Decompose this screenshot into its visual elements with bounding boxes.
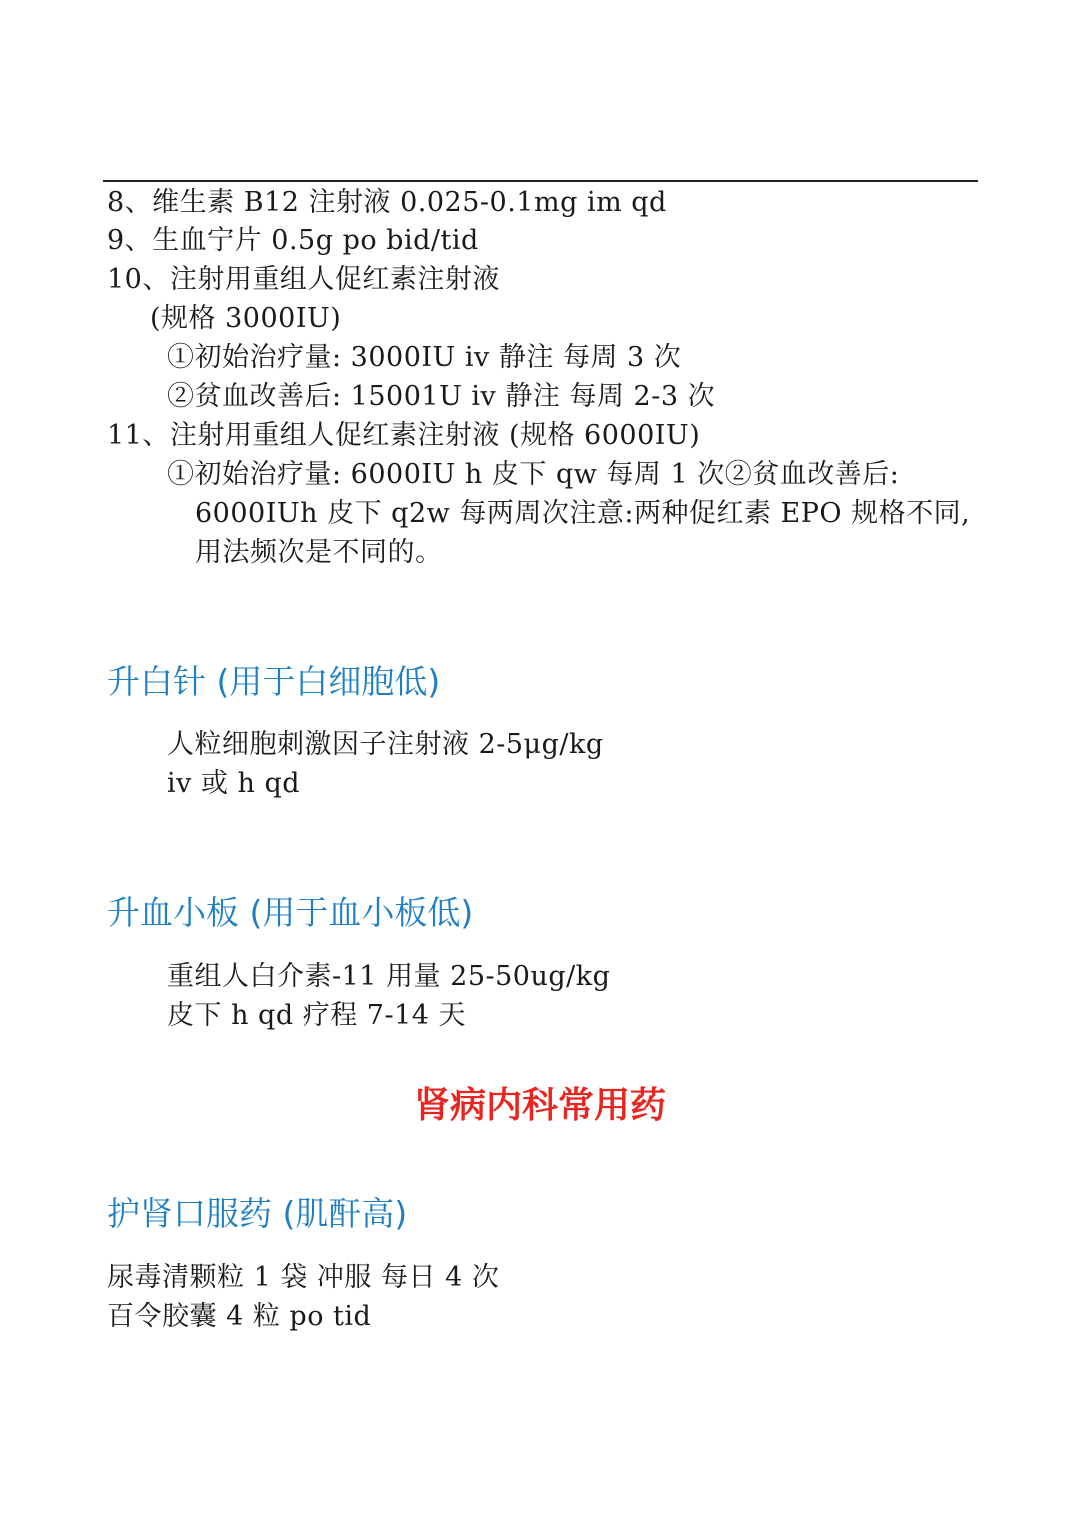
item-11-dose-line-2: 6000IUh 皮下 q2w 每两周次注意:两种促红素 EPO 规格不同, xyxy=(195,498,971,529)
item-10-maintenance-dose: ②贫血改善后: 15001U iv 静注 每周 2-3 次 xyxy=(167,381,716,412)
item-11-dose-line-1: ①初始治疗量: 6000IU h 皮下 qw 每周 1 次②贫血改善后: xyxy=(167,459,900,490)
item-10-initial-dose: ①初始治疗量: 3000IU iv 静注 每周 3 次 xyxy=(167,342,682,373)
platelet-drug-line-1: 重组人白介素-11 用量 25-50ug/kg xyxy=(167,961,611,992)
wbc-drug-line-2: iv 或 h qd xyxy=(167,768,301,799)
platelet-drug-line-2: 皮下 h qd 疗程 7-14 天 xyxy=(167,1000,467,1031)
wbc-heading: 升白针 (用于白细胞低) xyxy=(107,662,441,701)
section-title-nephrology: 肾病内科常用药 xyxy=(413,1085,666,1126)
item-10-spec: (规格 3000IU) xyxy=(150,303,342,334)
top-divider xyxy=(103,180,978,182)
item-11-dose-line-3: 用法频次是不同的。 xyxy=(195,537,443,568)
item-8: 8、维生素 B12 注射液 0.025-0.1mg im qd xyxy=(107,187,667,218)
wbc-drug-line-1: 人粒细胞刺激因子注射液 2-5μg/kg xyxy=(167,729,604,760)
kidney-heading: 护肾口服药 (肌酐高) xyxy=(107,1194,408,1233)
kidney-drug-line-1: 尿毒清颗粒 1 袋 冲服 每日 4 次 xyxy=(107,1262,500,1293)
kidney-drug-line-2: 百令胶囊 4 粒 po tid xyxy=(107,1301,372,1332)
item-9: 9、生血宁片 0.5g po bid/tid xyxy=(107,225,479,256)
platelet-heading: 升血小板 (用于血小板低) xyxy=(107,893,474,932)
item-11: 11、注射用重组人促红素注射液 (规格 6000IU) xyxy=(107,420,701,451)
item-10: 10、注射用重组人促红素注射液 xyxy=(107,264,500,295)
